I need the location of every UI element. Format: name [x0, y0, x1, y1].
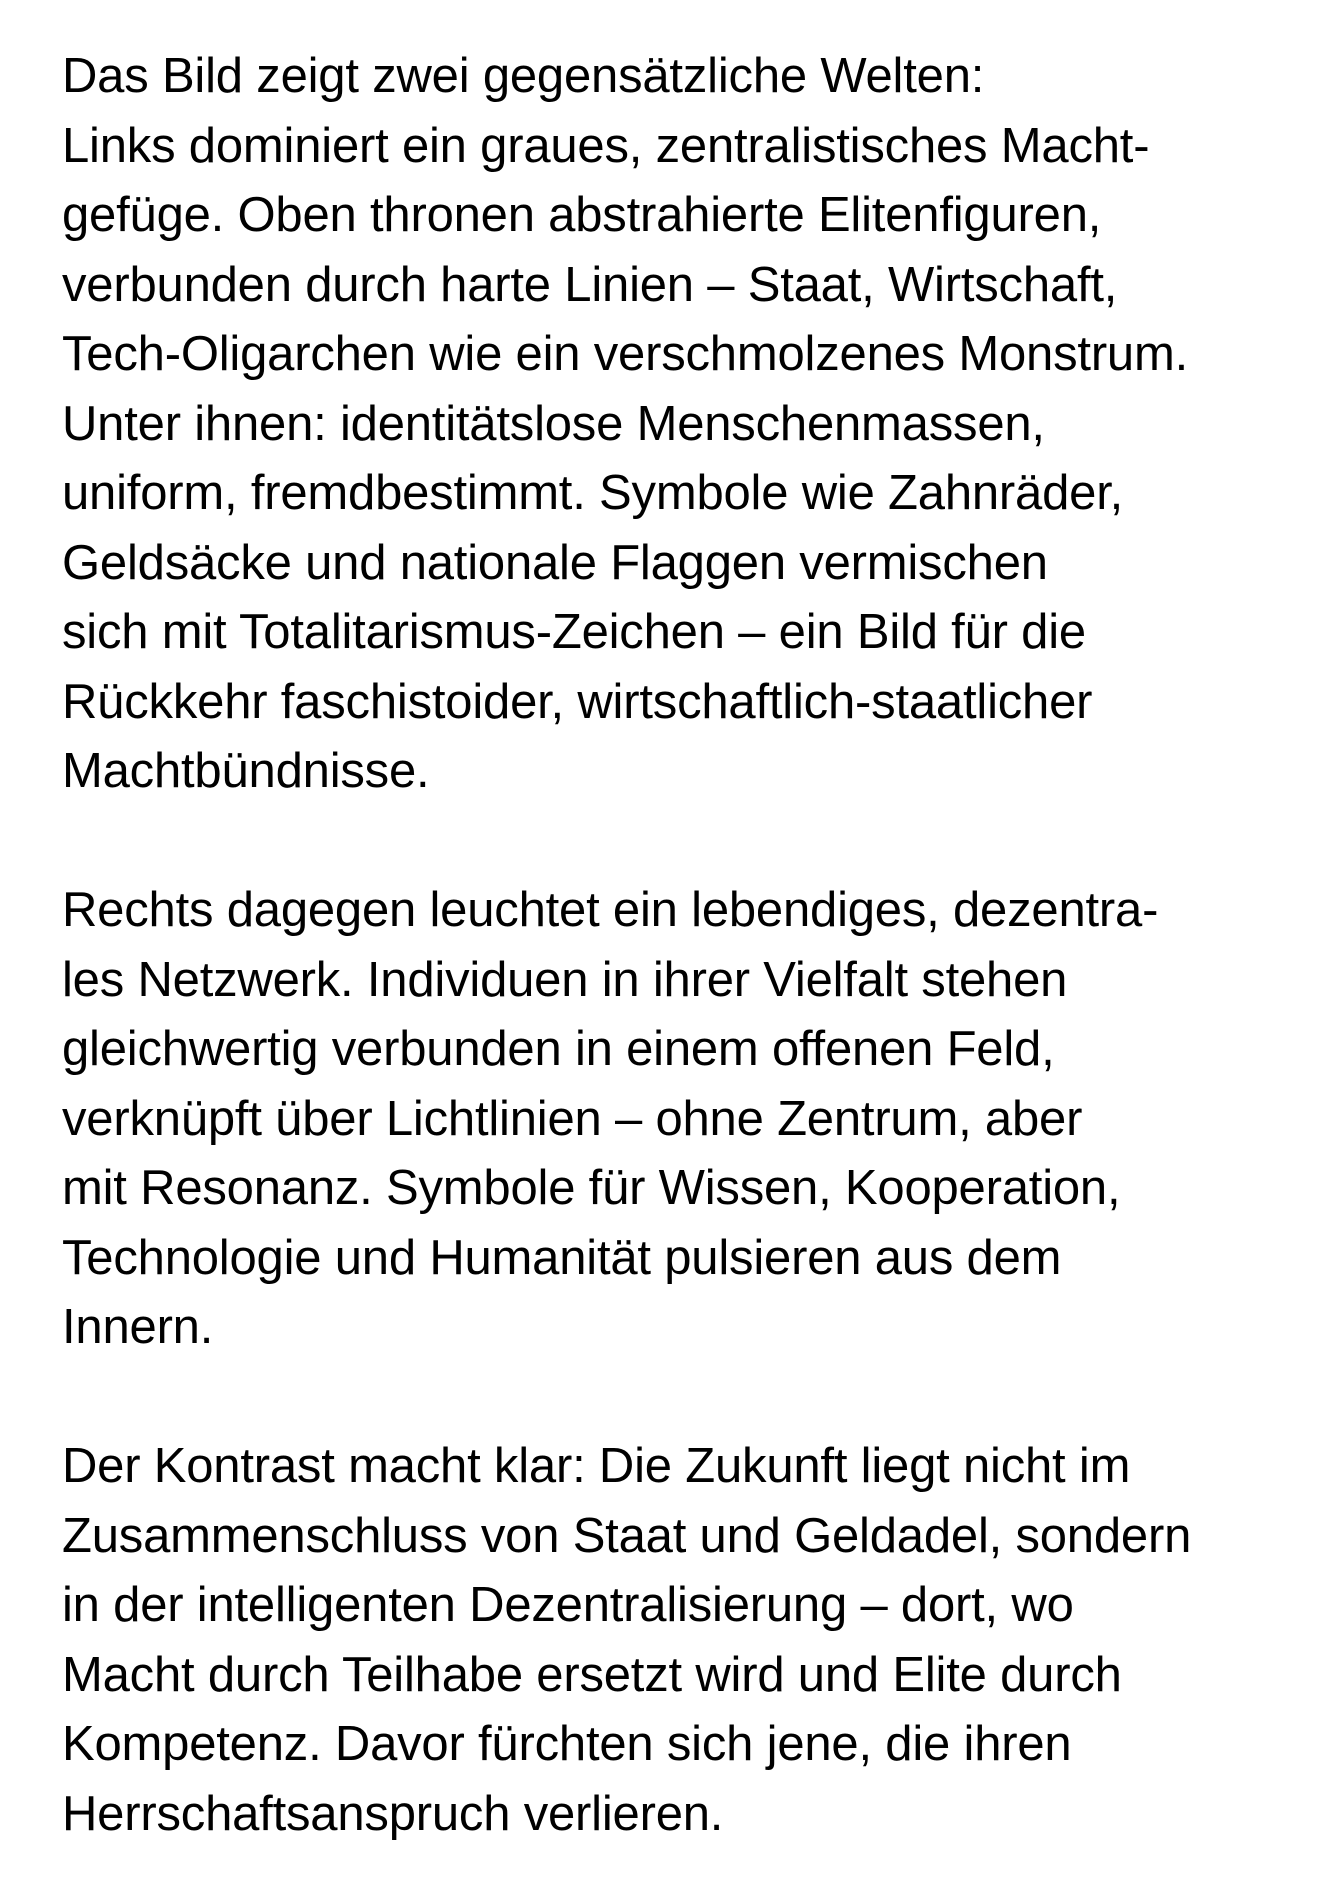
text-line: Innern. [62, 1300, 214, 1354]
paragraph-right-world [62, 876, 1312, 1363]
text-line: Macht durch Teilhabe ersetzt wird und Elite durch [62, 1647, 1122, 1702]
paragraph-conclusion [62, 1432, 1312, 1849]
text-line: uniform, fremdbestimmt. Symbole wie Zahnräder, [62, 466, 1124, 520]
text-line: Geldsäcke und nationale Flaggen vermischen [62, 535, 1048, 590]
text-line: in der intelligenten Dezentralisierung – dort, wo [62, 1578, 1074, 1632]
text-line: Unter ihnen: identitätslose Menschenmassen, [62, 396, 1045, 451]
text-line: mit Resonanz. Symbole für Wissen, Kooperation, [62, 1161, 1121, 1215]
text-line: Rückkehr faschistoider, wirtschaftlich-staatlicher [62, 674, 1093, 729]
text-line: Machtbündnisse. [62, 744, 430, 798]
text-line: gefüge. Oben thronen abstrahierte Elitenfiguren, [62, 188, 1102, 242]
text-line: Links dominiert ein graues, zentralistisches Macht- [62, 118, 1150, 173]
text-line: Technologie und Humanität pulsieren aus dem [62, 1230, 1062, 1285]
text-line: verknüpft über Lichtlinien – ohne Zentrum, aber [62, 1091, 1083, 1146]
paragraph-left-world [62, 42, 1312, 807]
document-body [62, 42, 1312, 1849]
text-line: les Netzwerk. Individuen in ihrer Vielfalt stehen [62, 952, 1068, 1007]
paragraph-spacer [62, 807, 1312, 877]
text-line: Zusammenschluss von Staat und Geldadel, sondern [62, 1508, 1192, 1563]
text-line: Kompetenz. Davor fürchten sich jene, die ihren [62, 1717, 1072, 1771]
text-line: verbunden durch harte Linien – Staat, Wirtschaft, [62, 257, 1118, 312]
paragraph-spacer [62, 1363, 1312, 1433]
text-line: Rechts dagegen leuchtet ein lebendiges, dezentra- [62, 883, 1159, 937]
text-line: gleichwertig verbunden in einem offenen Feld, [62, 1022, 1055, 1076]
text-line: Herrschaftsanspruch verlieren. [62, 1786, 724, 1841]
text-line: Das Bild zeigt zwei gegensätzliche Welten: [62, 49, 985, 103]
text-line: Der Kontrast macht klar: Die Zukunft liegt nicht im [62, 1439, 1131, 1493]
text-line: sich mit Totalitarismus-Zeichen – ein Bild für die [62, 605, 1086, 659]
text-line: Tech-Oligarchen wie ein verschmolzenes Monstrum. [62, 327, 1189, 381]
